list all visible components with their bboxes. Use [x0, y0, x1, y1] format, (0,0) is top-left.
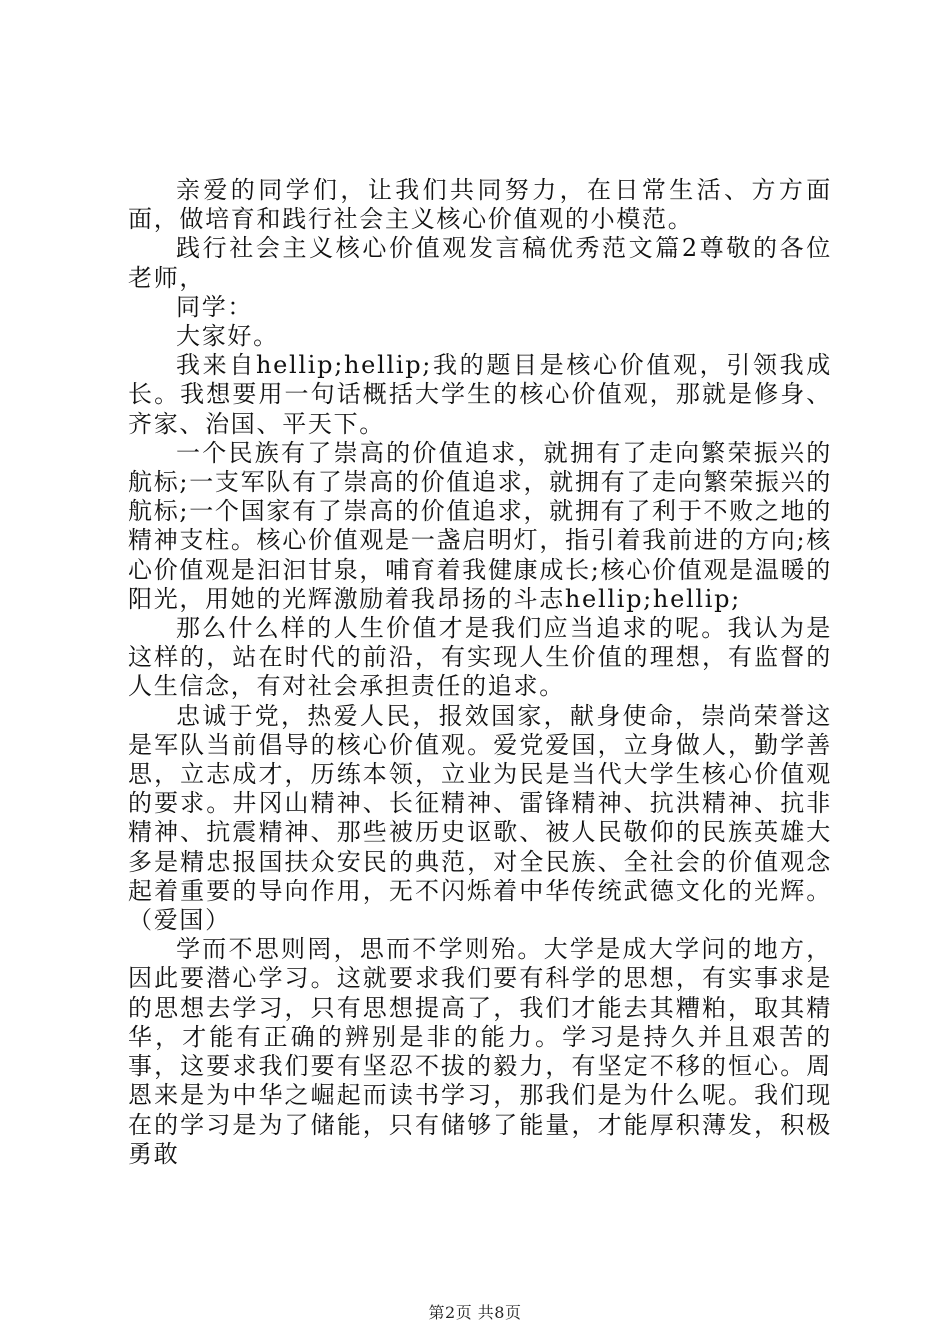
paragraph: 亲爱的同学们，让我们共同努力，在日常生活、方方面面，做培育和践行社会主义核心价值观的小模范。: [128, 176, 832, 234]
paragraph: 忠诚于党，热爱人民，报效国家，献身使命，崇尚荣誉这是军队当前倡导的核心价值观。爱党爱国，立身做人，勤学善思，立志成才，历练本领，立业为民是当代大学生核心价值观的要求。井冈山精神、长征精神、雷锋精神、抗洪精神、抗非精神、抗震精神、那些被历史讴歌、被人民敬仰的民族英雄大多是精忠报国扶众安民的典范，对全民族、全社会的价值观念起着重要的导向作用，无不闪烁着中华传统武德文化的光辉。（爱国）: [128, 701, 832, 935]
paragraph: 那么什么样的人生价值才是我们应当追求的呢。我认为是这样的，站在时代的前沿，有实现人生价值的理想，有监督的人生信念，有对社会承担责任的追求。: [128, 614, 832, 701]
page-number-footer: 第2页 共8页: [428, 1303, 522, 1322]
paragraph: 学而不思则罔，思而不学则殆。大学是成大学问的地方，因此要潜心学习。这就要求我们要有科学的思想，有实事求是的思想去学习，只有思想提高了，我们才能去其糟粕，取其精华，才能有正确的辨别是非的能力。学习是持久并且艰苦的事，这要求我们要有坚忍不拔的毅力，有坚定不移的恒心。周恩来是为中华之崛起而读书学习，那我们是为什么呢。我们现在的学习是为了储能，只有储够了能量，才能厚积薄发，积极勇敢: [128, 935, 832, 1168]
paragraph: 我来自hellip;hellip;我的题目是核心价值观，引领我成长。我想要用一句话概括大学生的核心价值观，那就是修身、齐家、治国、平天下。: [128, 351, 832, 438]
paragraph: 一个民族有了崇高的价值追求，就拥有了走向繁荣振兴的航标;一支军队有了崇高的价值追求，就拥有了走向繁荣振兴的航标;一个国家有了崇高的价值追求，就拥有了利于不败之地的精神支柱。核心价值观是一盏启明灯，指引着我前进的方向;核心价值观是汩汩甘泉，哺育着我健康成长;核心价值观是温暖的阳光，用她的光辉激励着我昂扬的斗志hellip;hellip;: [128, 438, 832, 613]
paragraph: 同学：: [176, 292, 254, 321]
paragraph: 践行社会主义核心价值观发言稿优秀范文篇2尊敬的各位老师，: [128, 234, 832, 292]
document-body: [128, 176, 832, 1169]
paragraph: 大家好。: [176, 322, 279, 351]
